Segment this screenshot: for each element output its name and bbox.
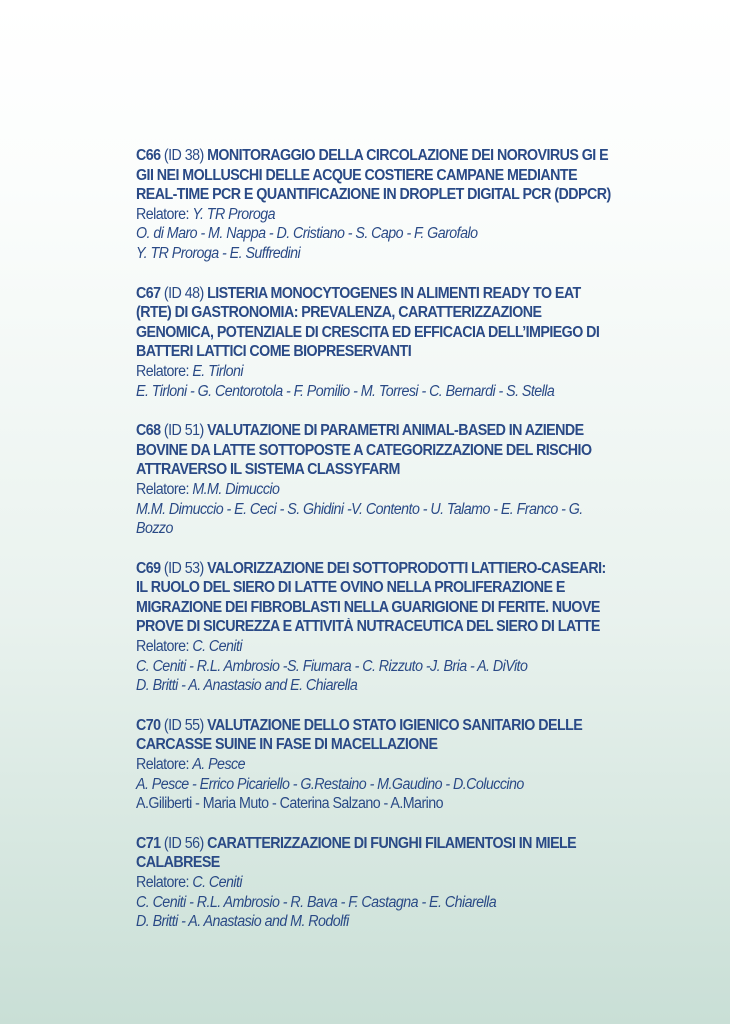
abstract-id: (ID 55) — [163, 716, 204, 734]
abstract-id: (ID 53) — [163, 559, 204, 577]
relatore-line — [136, 480, 640, 500]
abstract-title-line: REAL-TIME PCR E QUANTIFICAZIONE IN DROPLET DIGITAL PCR (DDPCR) — [136, 186, 611, 204]
abstract-id: (ID 38) — [163, 147, 204, 164]
abstract-title-line — [136, 284, 640, 304]
abstract-entry — [136, 559, 684, 696]
relatore-label: Relatore: — [136, 480, 189, 498]
relatore-name: C. Ceniti — [192, 874, 243, 891]
abstract-title-line: ATTRAVERSO IL SISTEMA CLASSYFARM — [136, 461, 400, 479]
relatore-line — [136, 205, 640, 225]
abstract-title-line: MIGRAZIONE DEI FIBROBLASTI NELLA GUARIGIONE DI FERITE. NUOVE — [136, 598, 600, 616]
abstract-title-line: CARCASSE SUINE IN FASE DI MACELLAZIONE — [136, 736, 438, 754]
abstract-title-line — [136, 716, 640, 736]
authors-line: A.Giliberti - Maria Muto - Caterina Salzano - A.Marino — [136, 795, 444, 813]
relatore-name: E. Tirloni — [192, 362, 243, 380]
authors-line: Bozzo — [136, 520, 173, 538]
authors-line: A. Pesce - Errico Picariello - G.Restaino - M.Gaudino - D.Coluccino — [136, 775, 524, 793]
abstract-code: C70 — [136, 716, 161, 734]
abstract-title-line: (RTE) DI GASTRONOMIA: PREVALENZA, CARATTERIZZAZIONE — [136, 304, 542, 322]
abstract-title: CARATTERIZZAZIONE DI FUNGHI FILAMENTOSI IN MIELE — [207, 834, 577, 852]
abstract-title-line: GENOMICA, POTENZIALE DI CRESCITA ED EFFICACIA DELL’IMPIEGO DI — [136, 323, 600, 341]
relatore-label: Relatore: — [136, 638, 189, 656]
abstract-title: VALUTAZIONE DI PARAMETRI ANIMAL-BASED IN AZIENDE — [207, 422, 584, 440]
abstract-code: C67 — [136, 284, 161, 302]
relatore-line — [136, 362, 640, 382]
abstract-entry — [136, 284, 684, 402]
authors-line: D. Britti - A. Anastasio and M. Rodolfi — [136, 913, 349, 931]
abstract-title-line — [136, 834, 640, 854]
abstract-list — [136, 146, 684, 952]
authors-line: C. Ceniti - R.L. Ambrosio - R. Bava - F. Castagna - E. Chiarella — [136, 893, 497, 911]
authors-line: Y. TR Proroga - E. Suffredini — [136, 244, 301, 262]
relatore-name: M.M. Dimuccio — [192, 480, 280, 498]
abstract-title: LISTERIA MONOCYTOGENES IN ALIMENTI READY TO EAT — [207, 284, 581, 302]
authors-line: D. Britti - A. Anastasio and E. Chiarella — [136, 677, 358, 695]
abstract-title-line: IL RUOLO DEL SIERO DI LATTE OVINO NELLA PROLIFERAZIONE E — [136, 579, 565, 597]
relatore-name: A. Pesce — [192, 756, 245, 774]
relatore-label: Relatore: — [136, 756, 189, 774]
abstract-id: (ID 56) — [163, 834, 204, 852]
relatore-line — [136, 873, 640, 893]
abstract-title: MONITORAGGIO DELLA CIRCOLAZIONE DEI NOROVIRUS GI E — [207, 147, 609, 164]
abstract-code: C69 — [136, 559, 161, 577]
abstract-code: C68 — [136, 422, 161, 440]
abstract-title-line: CALABRESE — [136, 854, 220, 872]
abstract-entry — [136, 834, 684, 932]
relatore-name: C. Ceniti — [192, 638, 243, 656]
abstract-title-line — [136, 559, 640, 579]
relatore-line — [136, 637, 640, 657]
abstract-title-line: GII NEI MOLLUSCHI DELLE ACQUE COSTIERE CAMPANE MEDIANTE — [136, 166, 578, 184]
authors-line: M.M. Dimuccio - E. Ceci - S. Ghidini -V. Contento - U. Talamo - E. Franco - G. — [136, 500, 583, 518]
abstract-id: (ID 48) — [163, 284, 204, 302]
abstract-title-line: PROVE DI SICUREZZA E ATTIVITÀ NUTRACEUTICA DEL SIERO DI LATTE — [136, 618, 600, 636]
authors-line: E. Tirloni - G. Centorotola - F. Pomilio - M. Torresi - C. Bernardi - S. Stella — [136, 382, 555, 400]
relatore-label: Relatore: — [136, 362, 189, 380]
abstract-title-line — [136, 146, 640, 166]
abstract-entry — [136, 146, 684, 264]
abstract-id: (ID 51) — [163, 422, 204, 440]
authors-line: C. Ceniti - R.L. Ambrosio -S. Fiumara - C. Rizzuto -J. Bria - A. DiVito — [136, 657, 528, 675]
abstract-code: C66 — [136, 147, 161, 164]
abstract-title: VALORIZZAZIONE DEI SOTTOPRODOTTI LATTIERO-CASEARI: — [207, 559, 606, 577]
relatore-name: Y. TR Proroga — [192, 205, 275, 223]
abstract-code: C71 — [136, 834, 161, 852]
relatore-label: Relatore: — [136, 874, 189, 891]
authors-line: O. di Maro - M. Nappa - D. Cristiano - S. Capo - F. Garofalo — [136, 225, 478, 243]
relatore-line — [136, 755, 640, 775]
abstract-entry — [136, 716, 684, 814]
abstract-title-line — [136, 421, 640, 441]
abstract-title-line: BOVINE DA LATTE SOTTOPOSTE A CATEGORIZZAZIONE DEL RISCHIO — [136, 441, 592, 459]
abstract-entry — [136, 421, 684, 539]
abstract-title: VALUTAZIONE DELLO STATO IGIENICO SANITARIO DELLE — [207, 716, 583, 734]
abstract-title-line: BATTERI LATTICI COME BIOPRESERVANTI — [136, 343, 412, 361]
relatore-label: Relatore: — [136, 205, 189, 223]
